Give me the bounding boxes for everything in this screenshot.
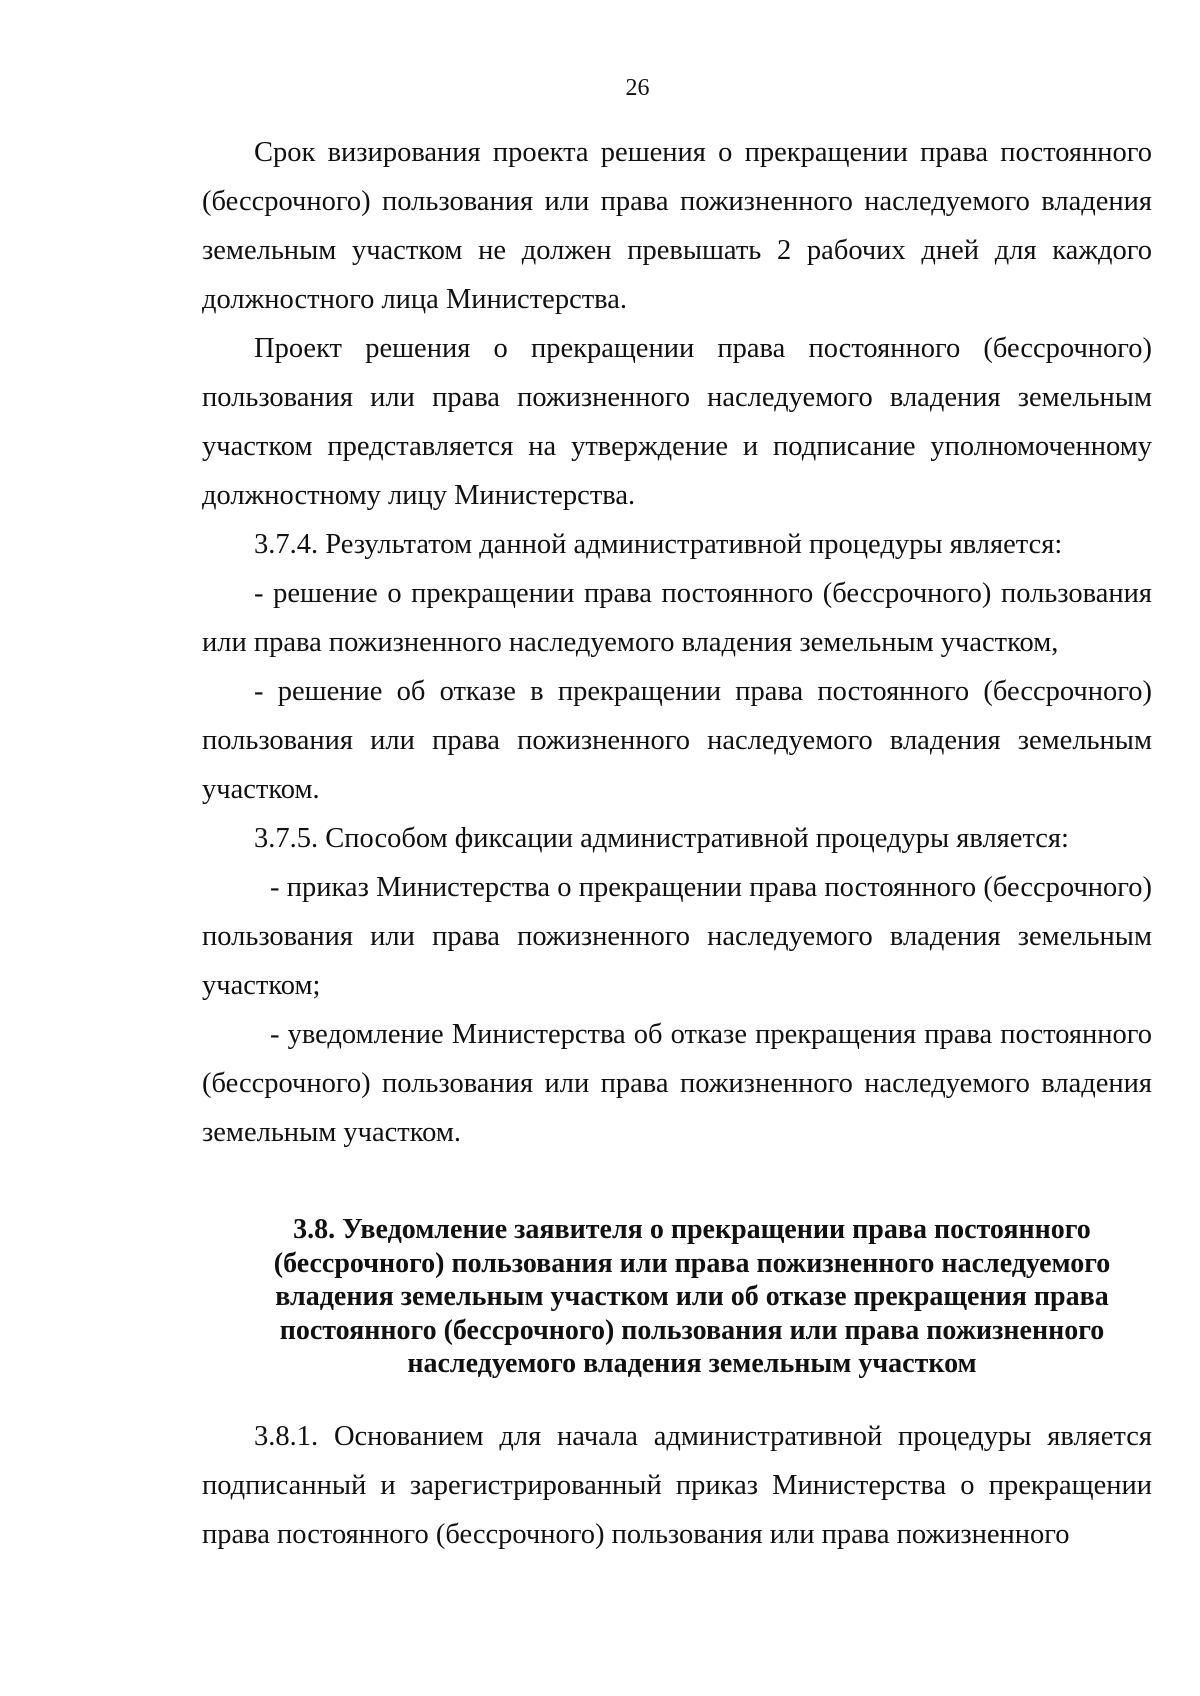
heading-line: (бессрочного) пользования или права пожизненного наследуемого [273, 1247, 1111, 1279]
heading-line: наследуемого владения земельным участком [407, 1348, 977, 1379]
heading-line: владения земельным участком или об отказе прекращения права [275, 1281, 1109, 1312]
list-item-decision-refusal: - решение об отказе в прекращении права постоянного (бессрочного) пользования или права пожизненного наследуемого владения земельным участком. [202, 676, 1152, 805]
paragraph-3-7-5: 3.7.5. Способом фиксации административной процедуры является: [254, 823, 1069, 854]
paragraph-3-7-4: 3.7.4. Результатом данной административной процедуры является: [254, 529, 1063, 560]
paragraph-approval-term: Срок визирования проекта решения о прекращении права постоянного (бессрочного) пользования или права пожизненного наследуемого владения земельным участком не должен превышать 2 рабочих дней для каждого должностного лица Министерства. [202, 137, 1152, 315]
list-item-decision-termination: - решение о прекращении права постоянного (бессрочного) пользования или права пожизненного наследуемого владения земельным участком, [202, 578, 1152, 658]
section-heading-3-8 [202, 1213, 1152, 1381]
list-item-order: - приказ Министерства о прекращении права постоянного (бессрочного) пользования или права пожизненного наследуемого владения земельным участком; [202, 872, 1152, 1001]
heading-line: 3.8. Уведомление заявителя о прекращении права постоянного [293, 1214, 1091, 1245]
paragraph-3-8-1: 3.8.1. Основанием для начала административной процедуры является подписанный и зарегистрированный приказ Министерства о прекращении права постоянного (бессрочного) пользования или права пожизненного [202, 1421, 1152, 1550]
document-body [202, 128, 1152, 1157]
paragraph-draft-decision: Проект решения о прекращении права постоянного (бессрочного) пользования или права пожизненного наследуемого владения земельным участком представляется на утверждение и подписание уполномоченному должностному лицу Министерства. [202, 333, 1152, 511]
page-number: 26 [625, 75, 650, 101]
heading-line: постоянного (бессрочного) пользования или права пожизненного [279, 1314, 1105, 1346]
section-body-3-8 [202, 1412, 1152, 1559]
list-item-notification: - уведомление Министерства об отказе прекращения права постоянного (бессрочного) пользования или права пожизненного наследуемого владения земельным участком. [202, 1019, 1152, 1148]
